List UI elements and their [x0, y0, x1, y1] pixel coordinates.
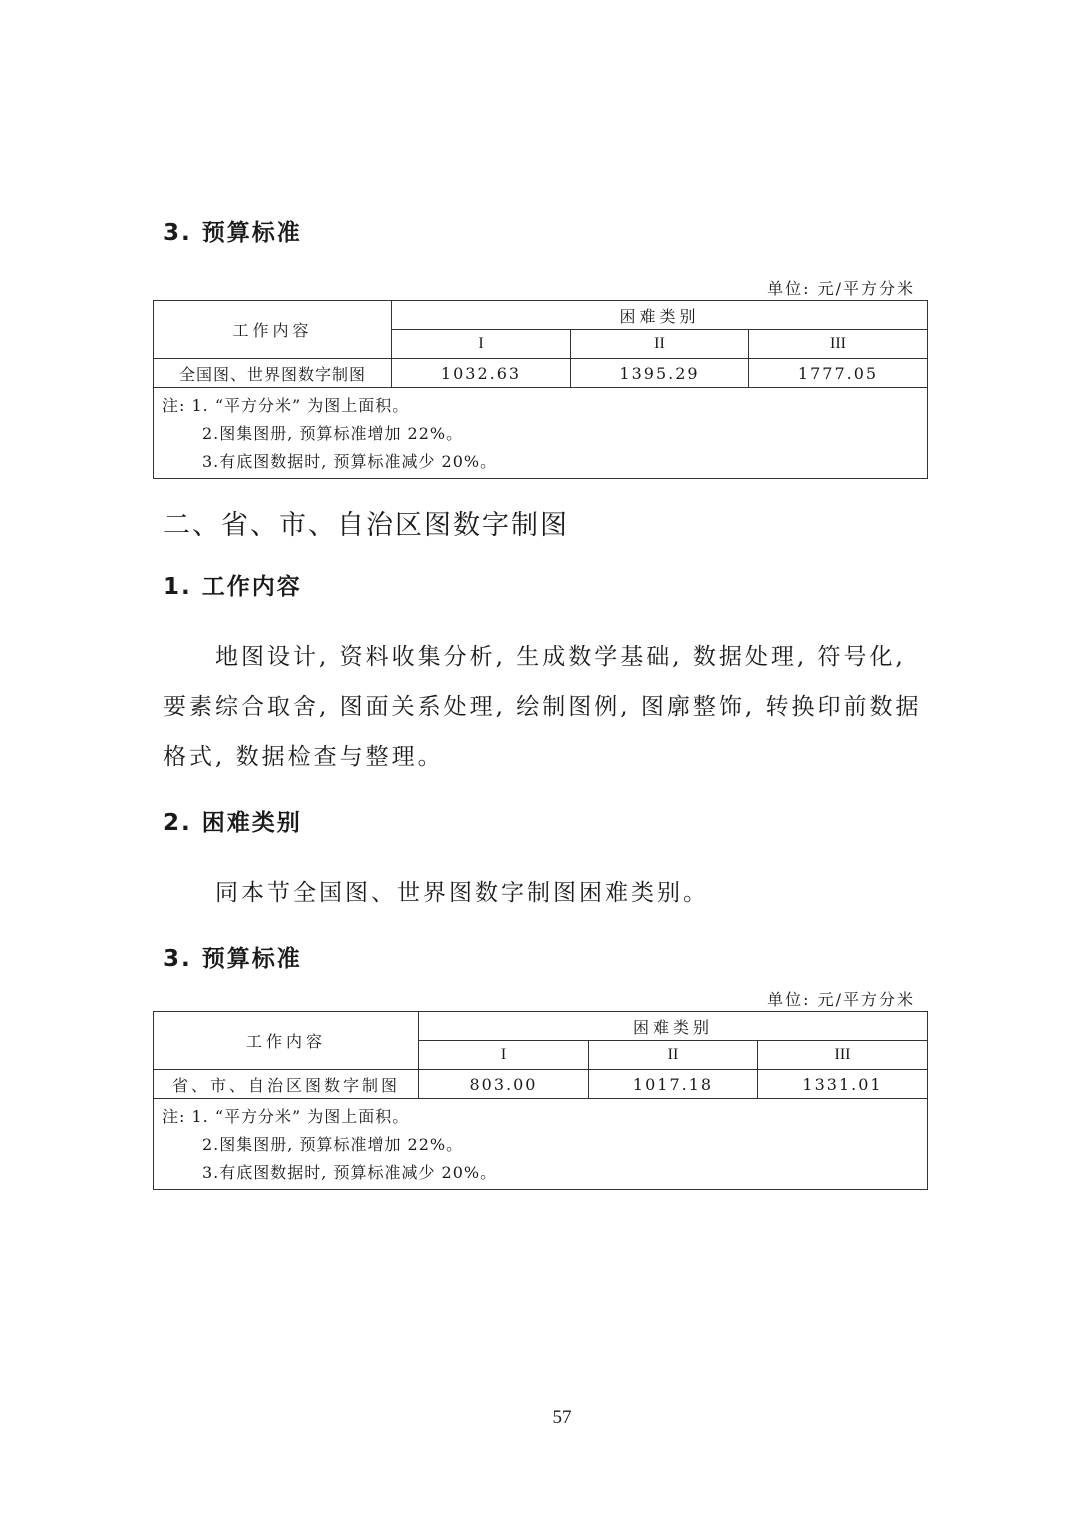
- category-3: III: [758, 1041, 928, 1070]
- budget-table-2: [153, 1011, 928, 1190]
- difficulty-header: 困难类别: [419, 1012, 928, 1041]
- difficulty-paragraph: 同本节全国图、世界图数字制图困难类别。: [215, 880, 709, 906]
- note-line: 注: 1. “平方分米” 为图上面积。: [162, 396, 410, 415]
- value-cat-2: 1395.29: [571, 359, 749, 388]
- category-2: II: [589, 1041, 758, 1070]
- work-paragraph: 地图设计, 资料收集分析, 生成数学基础, 数据处理, 符号化, 要素综合取舍, 图面关系处理, 绘制图例, 图廓整饰, 转换印前数据格式, 数据检查与整理。: [163, 644, 922, 770]
- note-line: 2.图集图册, 预算标准增加 22%。: [202, 424, 464, 443]
- note-line: 注: 1. “平方分米” 为图上面积。: [162, 1107, 410, 1126]
- value-cat-3: 1331.01: [758, 1070, 928, 1099]
- value-cat-3: 1777.05: [749, 359, 928, 388]
- unit-label-1: 单位: 元/平方分米: [767, 279, 915, 298]
- difficulty-heading: 2. 困难类别: [163, 810, 302, 836]
- note-line: 3.有底图数据时, 预算标准减少 20%。: [202, 1163, 498, 1182]
- unit-label-2: 单位: 元/平方分米: [767, 990, 915, 1009]
- budget-table-1: [153, 300, 928, 479]
- work-heading: 1. 工作内容: [163, 574, 302, 600]
- page-number: 57: [552, 1407, 572, 1428]
- table-notes: [154, 1099, 928, 1190]
- budget-heading-2: 3. 预算标准: [163, 946, 302, 972]
- budget-heading-1: 3. 预算标准: [163, 220, 302, 246]
- value-cat-1: 803.00: [419, 1070, 589, 1099]
- category-2: II: [571, 330, 749, 359]
- category-1: I: [392, 330, 571, 359]
- row-label: 省、市、自治区图数字制图: [154, 1070, 419, 1099]
- section-title: 二、省、市、自治区图数字制图: [163, 510, 569, 541]
- value-cat-1: 1032.63: [392, 359, 571, 388]
- difficulty-header: 困难类别: [392, 301, 928, 330]
- note-line: 3.有底图数据时, 预算标准减少 20%。: [202, 452, 498, 471]
- work-content-header: 工作内容: [154, 301, 392, 359]
- table-notes: [154, 388, 928, 479]
- work-content-header: 工作内容: [154, 1012, 419, 1070]
- value-cat-2: 1017.18: [589, 1070, 758, 1099]
- note-line: 2.图集图册, 预算标准增加 22%。: [202, 1135, 464, 1154]
- category-1: I: [419, 1041, 589, 1070]
- row-label: 全国图、世界图数字制图: [154, 359, 392, 388]
- category-3: III: [749, 330, 928, 359]
